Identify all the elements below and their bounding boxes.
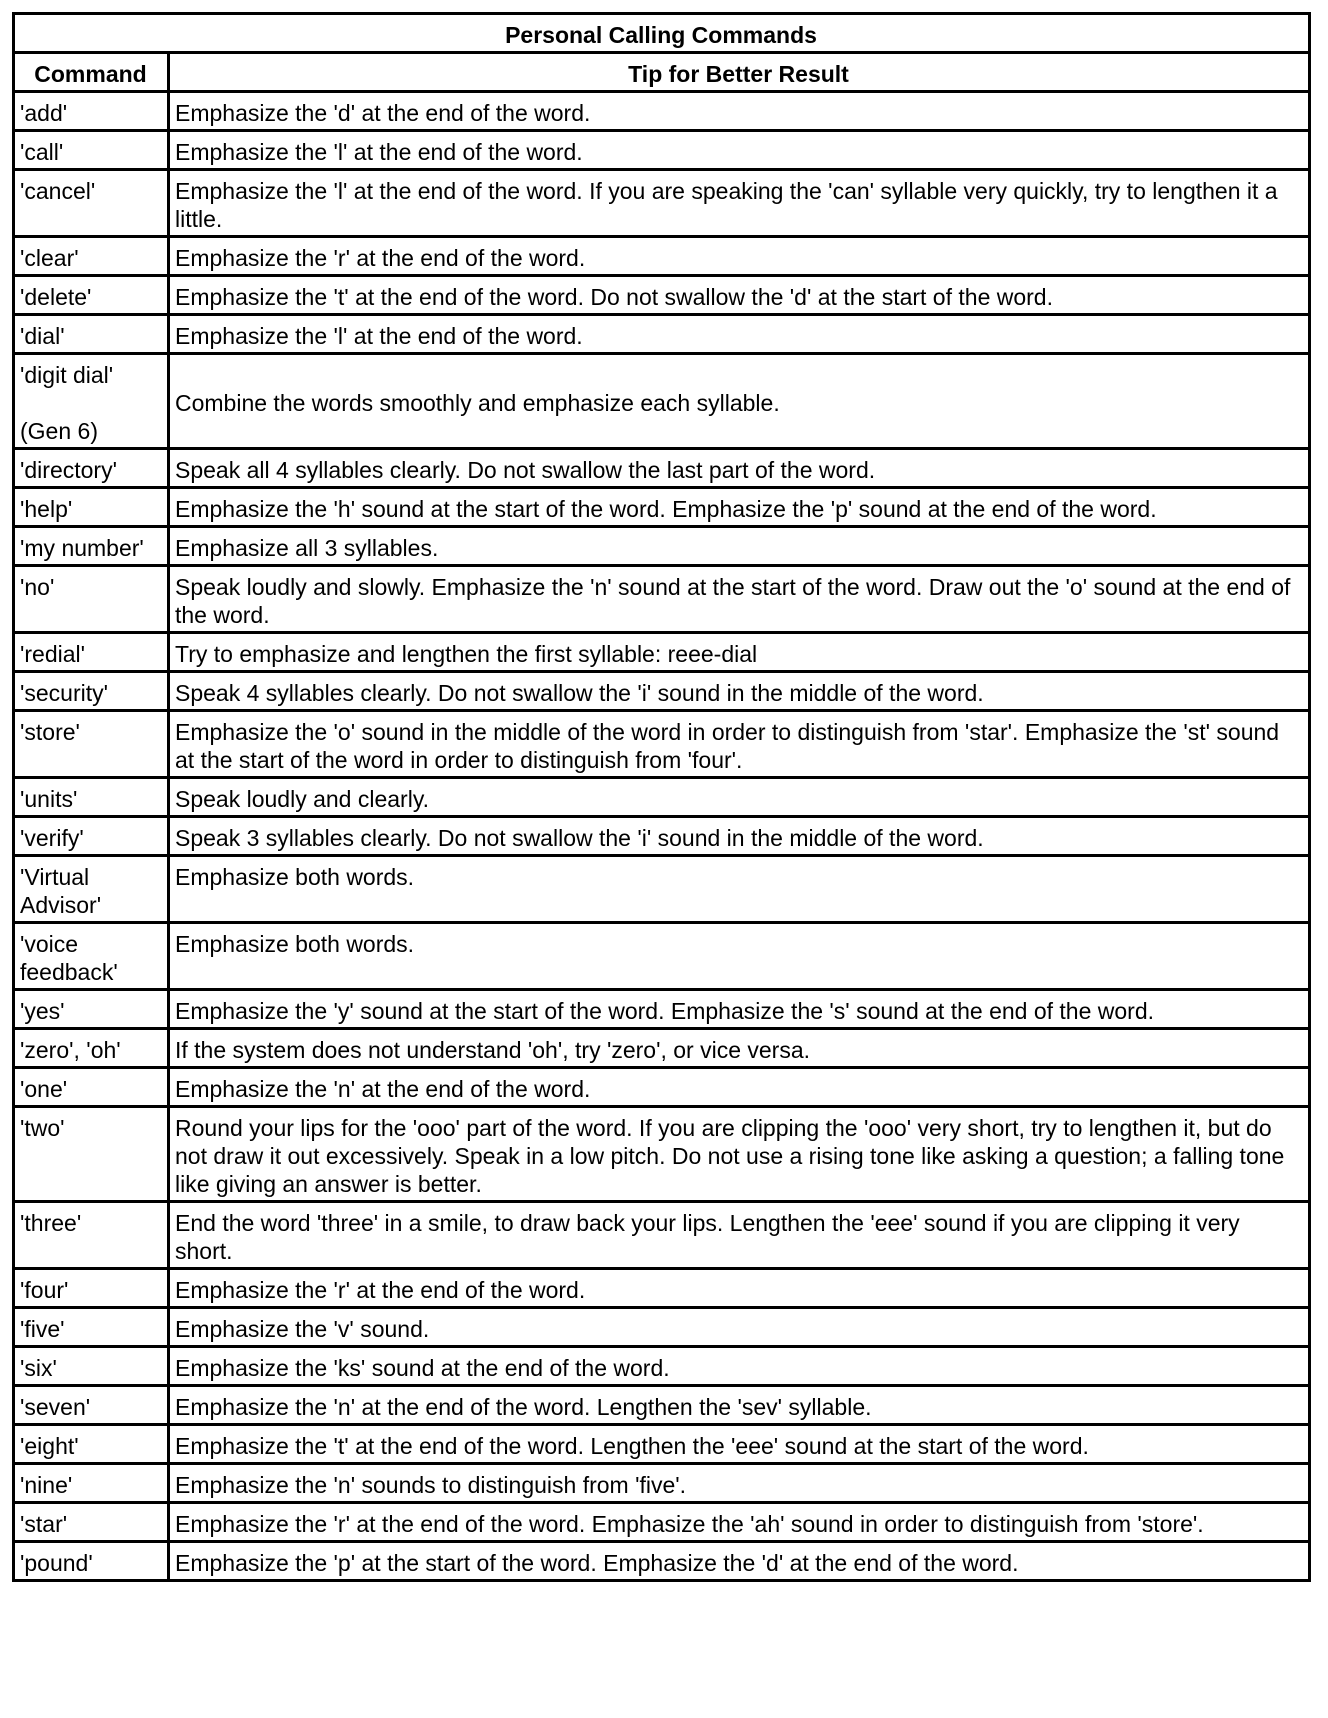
table-row (14, 566, 1310, 633)
command-text: 'pound' (20, 1550, 93, 1576)
command-cell (14, 170, 169, 237)
tip-cell (169, 1425, 1310, 1464)
command-cell (14, 92, 169, 131)
tip-text: Speak loudly and slowly. Emphasize the 'n' sound at the start of the word. Draw out the 'o' sound at the end of the word. (175, 574, 1291, 628)
command-text: 'store' (20, 719, 80, 745)
tip-cell (169, 527, 1310, 566)
tip-text: Emphasize the 'v' sound. (175, 1316, 430, 1342)
tip-cell (169, 1029, 1310, 1068)
table-row (14, 711, 1310, 778)
tip-text: Emphasize both words. (175, 864, 415, 890)
table-row (14, 488, 1310, 527)
table-row (14, 1347, 1310, 1386)
table-body (14, 92, 1310, 1581)
table-header-row (14, 53, 1310, 92)
table-row (14, 633, 1310, 672)
table-row (14, 1029, 1310, 1068)
command-text: 'four' (20, 1277, 69, 1303)
table-title-row (14, 14, 1310, 53)
command-cell (14, 817, 169, 856)
tip-cell (169, 672, 1310, 711)
command-text: 'security' (20, 680, 109, 706)
tip-cell (169, 817, 1310, 856)
tip-text: Emphasize the 'p' at the start of the word. Emphasize the 'd' at the end of the word. (175, 1550, 1019, 1576)
tip-text: Emphasize the 'r' at the end of the word. (175, 245, 586, 271)
command-text: 'Virtual Advisor' (20, 864, 102, 918)
command-text: 'cancel' (20, 178, 96, 204)
tip-text: Emphasize the 'd' at the end of the word. (175, 100, 591, 126)
tip-text: Emphasize the 'r' at the end of the word. (175, 1277, 586, 1303)
command-text: 'add' (20, 100, 68, 126)
tip-cell (169, 92, 1310, 131)
tip-text: Emphasize the 'n' at the end of the word. Lengthen the 'sev' syllable. (175, 1394, 872, 1420)
command-cell (14, 488, 169, 527)
command-text: 'five' (20, 1316, 65, 1342)
tip-cell (169, 449, 1310, 488)
tip-text: Emphasize the 't' at the end of the word. Lengthen the 'eee' sound at the start of the word. (175, 1433, 1089, 1459)
command-text: 'zero', 'oh' (20, 1037, 121, 1063)
tip-cell (169, 1503, 1310, 1542)
table-row (14, 990, 1310, 1029)
command-cell (14, 711, 169, 778)
tip-cell (169, 566, 1310, 633)
document-page (12, 12, 1308, 1582)
command-text: 'two' (20, 1115, 65, 1141)
tip-text: Speak 3 syllables clearly. Do not swallow the 'i' sound in the middle of the word. (175, 825, 984, 851)
tip-cell (169, 923, 1310, 990)
tip-cell (169, 1068, 1310, 1107)
tip-cell (169, 354, 1310, 449)
command-text: 'three' (20, 1210, 82, 1236)
command-cell (14, 1425, 169, 1464)
tip-cell (169, 1386, 1310, 1425)
command-cell (14, 1464, 169, 1503)
command-cell (14, 566, 169, 633)
tip-cell (169, 633, 1310, 672)
command-cell (14, 1107, 169, 1202)
command-text: 'no' (20, 574, 55, 600)
table-row (14, 856, 1310, 923)
tip-cell (169, 488, 1310, 527)
command-cell (14, 1347, 169, 1386)
table-row (14, 449, 1310, 488)
tip-text: Emphasize the 'y' sound at the start of the word. Emphasize the 's' sound at the end of the word. (175, 998, 1155, 1024)
table-row (14, 1202, 1310, 1269)
table-row (14, 672, 1310, 711)
command-cell (14, 354, 169, 449)
command-text: 'nine' (20, 1472, 73, 1498)
tip-text: Emphasize the 't' at the end of the word. Do not swallow the 'd' at the start of the word. (175, 284, 1053, 310)
tip-cell (169, 1542, 1310, 1581)
command-cell (14, 923, 169, 990)
table-row (14, 354, 1310, 449)
command-cell (14, 131, 169, 170)
column-header-tip: Tip for Better Result (169, 53, 1310, 92)
tip-text: Round your lips for the 'ooo' part of the word. If you are clipping the 'ooo' very short, try to lengthen it, but do not draw it out excessively. Speak in a low pitch. Do not use a rising tone like asking a question; a falling tone like giving an answer is better. (175, 1115, 1285, 1197)
tip-text: Emphasize all 3 syllables. (175, 535, 439, 561)
tip-cell (169, 856, 1310, 923)
tip-cell (169, 315, 1310, 354)
tip-cell (169, 1202, 1310, 1269)
tip-cell (169, 170, 1310, 237)
tip-cell (169, 1464, 1310, 1503)
table-row (14, 1308, 1310, 1347)
tip-text: Emphasize the 'l' at the end of the word. (175, 323, 583, 349)
table-row (14, 170, 1310, 237)
table-row (14, 131, 1310, 170)
tip-cell (169, 1308, 1310, 1347)
column-header-command: Command (14, 53, 169, 92)
command-cell (14, 315, 169, 354)
command-text: 'directory' (20, 457, 117, 483)
table-row (14, 817, 1310, 856)
command-cell (14, 1202, 169, 1269)
table-row (14, 1425, 1310, 1464)
command-text: 'voice feedback' (20, 931, 118, 985)
table-row (14, 237, 1310, 276)
table-row (14, 1503, 1310, 1542)
tip-text: Emphasize the 'h' sound at the start of the word. Emphasize the 'p' sound at the end of the word. (175, 496, 1157, 522)
command-cell (14, 1068, 169, 1107)
command-cell (14, 1029, 169, 1068)
tip-cell (169, 778, 1310, 817)
command-text: 'verify' (20, 825, 84, 851)
table-row (14, 92, 1310, 131)
table-title: Personal Calling Commands (14, 14, 1310, 53)
command-text: 'redial' (20, 641, 86, 667)
tip-cell (169, 990, 1310, 1029)
command-text: 'clear' (20, 245, 79, 271)
command-cell (14, 778, 169, 817)
command-text: 'dial' (20, 323, 65, 349)
table-row (14, 315, 1310, 354)
table-row (14, 1068, 1310, 1107)
tip-text: Combine the words smoothly and emphasize each syllable. (175, 390, 780, 416)
command-text: 'my number' (20, 535, 144, 561)
command-note: (Gen 6) (20, 418, 98, 444)
command-cell (14, 1269, 169, 1308)
tip-text: Speak all 4 syllables clearly. Do not swallow the last part of the word. (175, 457, 876, 483)
tip-text: Emphasize the 'n' at the end of the word. (175, 1076, 591, 1102)
tip-text: Emphasize the 'l' at the end of the word. (175, 139, 583, 165)
command-text: 'six' (20, 1355, 57, 1381)
table-row (14, 1269, 1310, 1308)
tip-cell (169, 711, 1310, 778)
tip-text: End the word 'three' in a smile, to draw back your lips. Lengthen the 'eee' sound if you are clipping it very short. (175, 1210, 1240, 1264)
command-cell (14, 237, 169, 276)
tip-cell (169, 1107, 1310, 1202)
tip-cell (169, 276, 1310, 315)
tip-text: Emphasize the 'ks' sound at the end of the word. (175, 1355, 670, 1381)
command-cell (14, 527, 169, 566)
command-cell (14, 1386, 169, 1425)
command-text: 'digit dial' (20, 362, 114, 388)
table-row (14, 276, 1310, 315)
tip-cell (169, 131, 1310, 170)
command-text: 'seven' (20, 1394, 91, 1420)
table-row (14, 1386, 1310, 1425)
tip-text: Emphasize the 'l' at the end of the word. If you are speaking the 'can' syllable very quickly, try to lengthen it a little. (175, 178, 1278, 232)
table-row (14, 1542, 1310, 1581)
command-text: 'one' (20, 1076, 68, 1102)
tip-text: Emphasize the 'r' at the end of the word. Emphasize the 'ah' sound in order to distinguish from 'store'. (175, 1511, 1204, 1537)
command-cell (14, 1503, 169, 1542)
table-row (14, 527, 1310, 566)
command-text: 'yes' (20, 998, 65, 1024)
command-text: 'eight' (20, 1433, 79, 1459)
command-cell (14, 633, 169, 672)
tip-text: Try to emphasize and lengthen the first syllable: reee-dial (175, 641, 758, 667)
command-cell (14, 276, 169, 315)
command-text: 'call' (20, 139, 64, 165)
command-cell (14, 449, 169, 488)
tip-text: If the system does not understand 'oh', try 'zero', or vice versa. (175, 1037, 811, 1063)
tip-text: Emphasize the 'n' sounds to distinguish from 'five'. (175, 1472, 687, 1498)
tip-text: Speak loudly and clearly. (175, 786, 429, 812)
command-cell (14, 1308, 169, 1347)
tip-cell (169, 1269, 1310, 1308)
tip-cell (169, 1347, 1310, 1386)
command-cell (14, 856, 169, 923)
command-text: 'star' (20, 1511, 68, 1537)
command-text: 'delete' (20, 284, 92, 310)
table-row (14, 1464, 1310, 1503)
tip-text: Emphasize the 'o' sound in the middle of the word in order to distinguish from 'star'. Emphasize the 'st' sound at the start of the word in order to distinguish from 'four'. (175, 719, 1280, 773)
command-cell (14, 672, 169, 711)
tip-text: Speak 4 syllables clearly. Do not swallow the 'i' sound in the middle of the word. (175, 680, 984, 706)
command-text: 'units' (20, 786, 78, 812)
table-row (14, 1107, 1310, 1202)
table-row (14, 778, 1310, 817)
command-text: 'help' (20, 496, 73, 522)
command-cell (14, 1542, 169, 1581)
personal-calling-commands-table (12, 12, 1311, 1582)
command-cell (14, 990, 169, 1029)
table-row (14, 923, 1310, 990)
tip-text: Emphasize both words. (175, 931, 415, 957)
tip-cell (169, 237, 1310, 276)
